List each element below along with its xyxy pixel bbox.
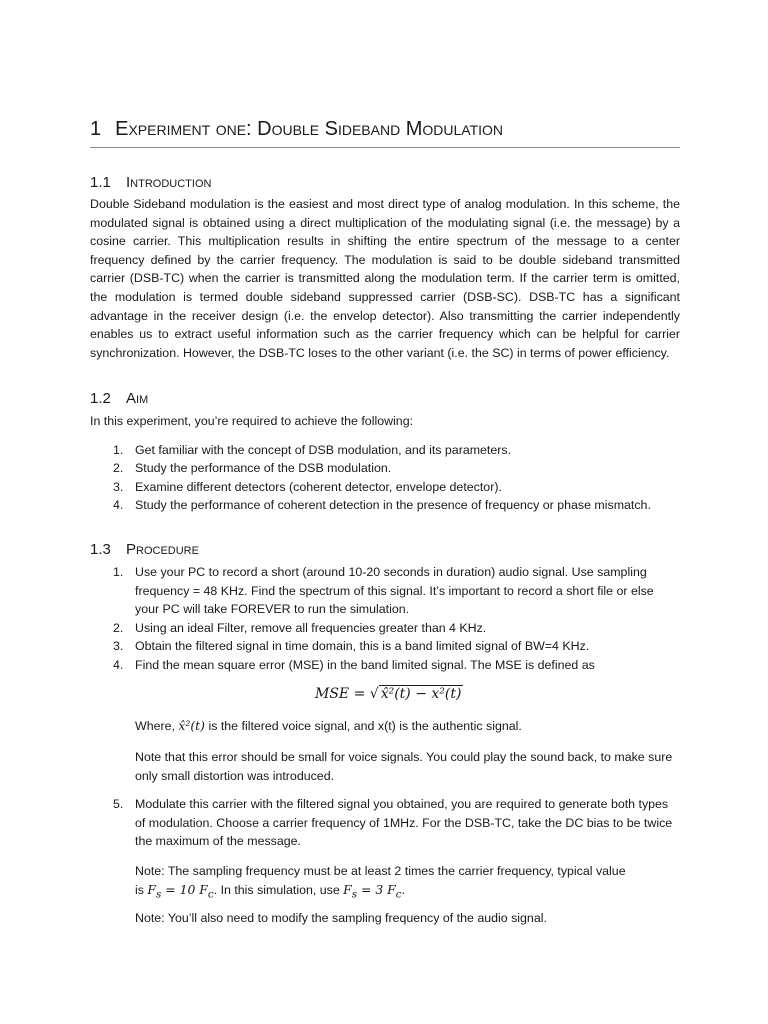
- list-item: [113, 795, 680, 851]
- where-pre: Where,: [135, 719, 179, 733]
- list-text: Study the performance of coherent detection in the presence of frequency or phase mismatch.: [135, 498, 651, 512]
- list-number: 2.: [113, 621, 124, 635]
- formula-rhs: x̂²(t) − x²(t): [380, 686, 462, 702]
- equation-fs-3fc: [343, 881, 402, 901]
- introduction-paragraph: Double Sideband modulation is the easiest and most direct type of analog modulation. In this scheme, the modulated signal is obtained using a direct multiplication of the modulating signal (i.e. the message) by a cosine carrier. This multiplication results in shifting the entire spectrum of the message to a center frequency defined by the carrier frequency. The modulation is said to be double sideband transmitted carrier (DSB-TC) when the carrier is transmitted along the modulation term. If the carrier term is omitted, the modulation is termed double sideband suppressed carrier (DSB-SC). DSB-TC has a significant advantage in the receiver design (i.e. the envelop detector). Also transmitting the carrier independently enables us to extract useful information such as the carrier frequency which can be helpful for carrier synchronization. However, the DSB-TC loses to the other variant (i.e. the SC) in terms of power efficiency.: [90, 197, 680, 360]
- list-number: 1.: [113, 565, 124, 579]
- note-sampling-line2: [135, 881, 680, 904]
- list-text: Find the mean square error (MSE) in the band limited signal. The MSE is defined as: [135, 658, 595, 672]
- list-text: Examine different detectors (coherent detector, envelope detector).: [135, 480, 502, 494]
- sqrt-sign: √: [369, 686, 379, 702]
- section-title: Introduction: [126, 174, 212, 191]
- eq-f: F: [343, 881, 352, 897]
- where-post: is the filtered voice signal, and x(t) is the authentic signal.: [205, 719, 522, 733]
- section-title: Aim: [126, 390, 149, 407]
- list-item: [113, 619, 680, 638]
- note-text: .: [401, 882, 406, 897]
- list-number: 3.: [113, 480, 124, 494]
- chapter-number: 1: [90, 118, 102, 140]
- where-line: [135, 717, 680, 736]
- note-audio: Note: You’ll also need to modify the sampling frequency of the audio signal.: [135, 911, 547, 925]
- mse-formula: [315, 686, 463, 702]
- section-heading-aim: [90, 390, 148, 407]
- list-item: [113, 478, 680, 497]
- list-number: 5.: [113, 797, 124, 811]
- eq-mid: = 3 F: [357, 881, 396, 897]
- eq-sub: s: [351, 888, 358, 901]
- aim-lead: In this experiment, you’re required to achieve the following:: [90, 414, 414, 428]
- chapter-heading: [90, 118, 680, 148]
- chapter-title: Experiment one: Double Sideband Modulation: [115, 118, 504, 140]
- eq-sub: c: [207, 888, 214, 901]
- list-item: [113, 459, 680, 478]
- section-number: 1.2: [90, 390, 111, 407]
- where-symbol: x̂²(t): [178, 718, 205, 733]
- eq-sub: c: [395, 888, 402, 901]
- section-number: 1.1: [90, 174, 111, 191]
- note-text: is: [135, 882, 148, 897]
- list-number: 1.: [113, 443, 124, 457]
- equation-fs-10fc: [147, 881, 214, 901]
- note-sampling-line1: Note: The sampling frequency must be at least 2 times the carrier frequency, typical value: [135, 864, 626, 878]
- list-number: 2.: [113, 461, 124, 475]
- list-item: [113, 496, 680, 515]
- section-heading-procedure: [90, 541, 199, 558]
- list-item: [113, 441, 680, 460]
- section-heading-introduction: [90, 174, 211, 191]
- list-text: Using an ideal Filter, remove all frequencies greater than 4 KHz.: [135, 621, 487, 635]
- list-text: Use your PC to record a short (around 10-20 seconds in duration) audio signal. Use sampling frequency = 48 KHz. Find the spectrum of this signal. It’s important to record a short file or else your PC will take FOREVER to run the simulation.: [135, 565, 654, 617]
- note-error: Note that this error should be small for voice signals. You could play the sound back, to make sure only small distortion was introduced.: [135, 750, 673, 783]
- list-text: Get familiar with the concept of DSB modulation, and its parameters.: [135, 443, 512, 457]
- note-sampling: [135, 862, 680, 904]
- list-number: 3.: [113, 639, 124, 653]
- list-text: Obtain the filtered signal in time domain, this is a band limited signal of BW=4 KHz.: [135, 639, 590, 653]
- list-text: Modulate this carrier with the filtered signal you obtained, you are required to generate both types of modulation. Choose a carrier frequency of 1MHz. For the DSB-TC, take the DC bias to be twice the maximum of the message.: [135, 797, 673, 849]
- section-title: Procedure: [126, 541, 199, 558]
- list-text: Study the performance of the DSB modulation.: [135, 461, 392, 475]
- list-item: [113, 563, 680, 619]
- list-number: 4.: [113, 658, 124, 672]
- list-item: [113, 656, 680, 675]
- list-number: 4.: [113, 498, 124, 512]
- eq-mid: = 10 F: [161, 881, 208, 897]
- section-number: 1.3: [90, 541, 111, 558]
- list-item: [113, 637, 680, 656]
- formula-lhs: MSE =: [315, 686, 370, 702]
- eq-f: F: [147, 881, 157, 897]
- note-text: . In this simulation, use: [213, 882, 344, 897]
- eq-sub: s: [156, 888, 162, 901]
